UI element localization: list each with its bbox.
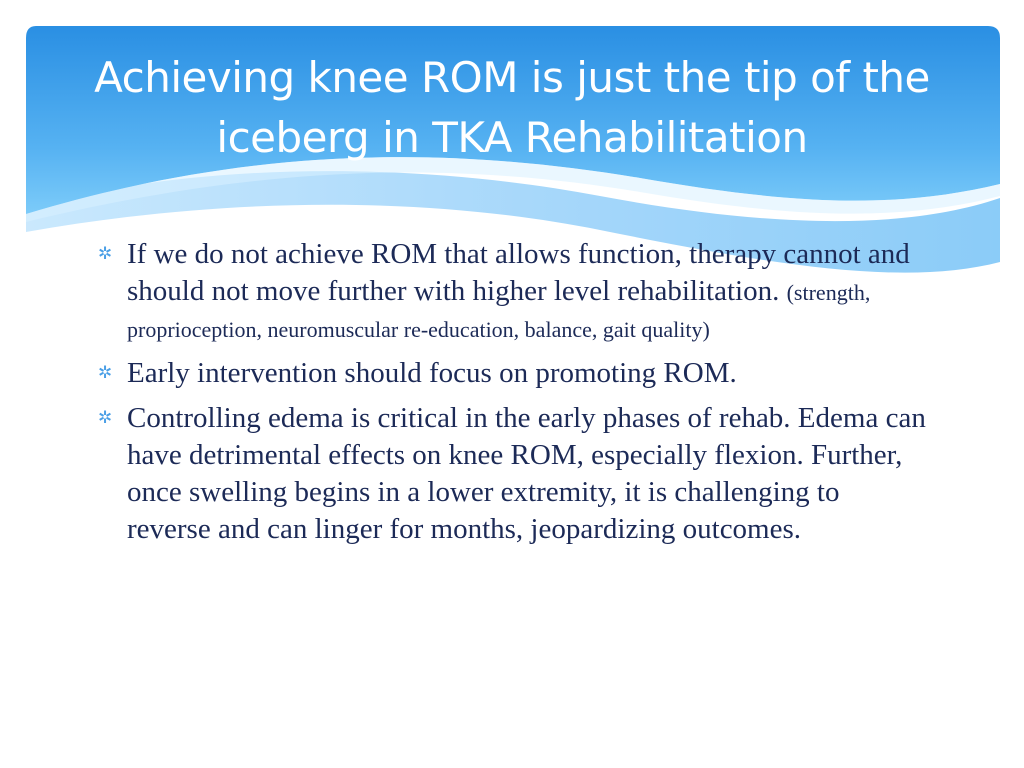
asterisk-bullet-icon: ✲ [98,363,113,383]
bullet-item [98,236,928,347]
bullet-aside-text: (strength, proprioception, neuromuscular re-education, balance, gait quality) [127,280,871,342]
bullet-item [98,400,928,548]
bullet-text: Early intervention should focus on promoting ROM. [127,357,737,389]
bullet-text: Controlling edema is critical in the early phases of rehab. Edema can have detrimental effects on knee ROM, especially flexion. Further, once swelling begins in a lower extremity, it is challenging to reverse and can linger for months, jeopardizing outcomes. [127,402,926,545]
asterisk-bullet-icon: ✲ [98,408,113,428]
slide-title: Achieving knee ROM is just the tip of the iceberg in TKA Rehabilitation [94,53,930,162]
bullet-item [98,355,928,392]
bullet-text: If we do not achieve ROM that allows function, therapy cannot and should not move further with higher level rehabilitation. [127,238,910,307]
asterisk-bullet-icon: ✲ [98,244,113,264]
bullet-list [98,236,928,556]
